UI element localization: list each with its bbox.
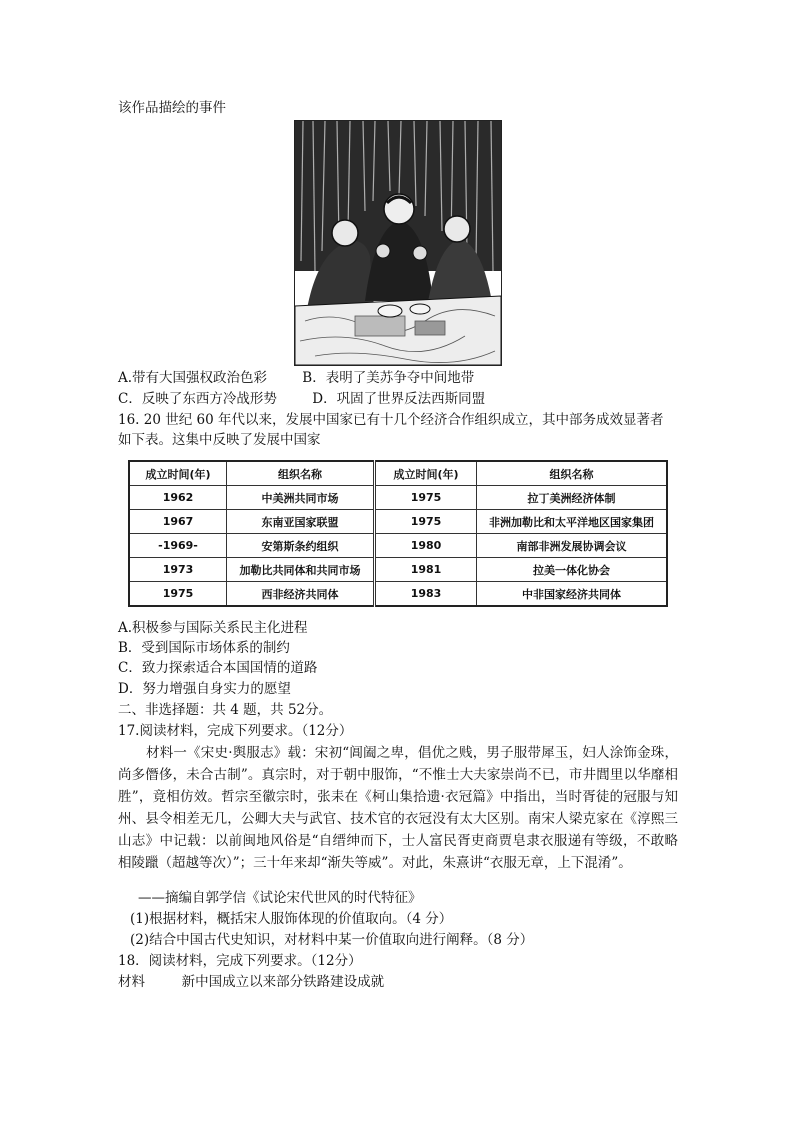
table-row	[129, 582, 667, 607]
table-cell: 南部非洲发展协调会议	[477, 534, 668, 558]
question-intro-text: 该作品描绘的事件	[118, 100, 226, 116]
q16-stem-line1: 16. 20 世纪 60 年代以来，发展中国家已有十几个经济合作组织成立，其中部务成效显著者	[118, 412, 664, 428]
table-cell: 1973	[129, 558, 227, 582]
table-header-cell: 组织名称	[477, 461, 668, 486]
q17-material-paragraph: 材料一《宋史·舆服志》载：宋初“阊阖之卑，倡优之贱，男子服带犀玉，妇人涂饰金珠，尚多僭侈，未合古制”。真宗时，对于朝中服饰，“不惟士大夫家崇尚不已，市井閭里以华靡相胜”，竟相仿效。哲宗至徽宗时，张耒在《柯山集拾遗·衣冠篇》中指出，当时胥徒的冠服与知州、县令相差无几，公卿大夫与武官、技术官的衣冠没有太大区别。南宋人梁克家在《淳熙三山志》中记载：以前闽地风俗是“自缙绅而下，士人富民胥吏商贾皂隶衣服递有等级，不敢略相陵躐（超越等次）”；三十年来却“渐失等威”。对此，朱熹讲“衣服无章，上下混淆”。	[118, 745, 678, 871]
q16-option-b[interactable]: B．受到国际市场体系的制约	[118, 640, 290, 656]
table-header-row	[129, 461, 667, 486]
q17-source: ——摘编自郭学信《试论宋代世风的时代特征》	[138, 890, 422, 906]
q17-subquestion-2: (2)结合中国古代史知识，对材料中某一价值取向进行阐释。（8 分）	[130, 932, 534, 948]
table-cell: 东南亚国家联盟	[227, 510, 375, 534]
table-row	[129, 486, 667, 510]
table-cell: 中非国家经济共同体	[477, 582, 668, 607]
table-cell: 安第斯条约组织	[227, 534, 375, 558]
q17-stem: 17.阅读材料，完成下列要求。（12分）	[118, 723, 353, 739]
table-cell: 1975	[129, 582, 227, 607]
table-cell: 1962	[129, 486, 227, 510]
q15-options-row1	[118, 368, 474, 388]
q18-material-title: 新中国成立以来部分铁路建设成就	[181, 974, 385, 990]
illustration-drawing-icon	[295, 121, 501, 365]
q18-stem: 18．阅读材料，完成下列要求。（12分）	[118, 953, 362, 969]
table-cell: 非洲加勒比和太平洋地区国家集团	[477, 510, 668, 534]
organizations-table	[128, 460, 668, 607]
section-heading: 二、非选择题：共 4 题，共 52分。	[118, 702, 333, 718]
q15-option-c[interactable]: C．反映了东西方冷战形势	[118, 391, 277, 407]
table-header-cell: 成立时间(年)	[375, 461, 477, 486]
table-cell: 1980	[375, 534, 477, 558]
table-cell: 1981	[375, 558, 477, 582]
table-header-cell: 成立时间(年)	[129, 461, 227, 486]
table-cell: 加勒比共同体和共同市场	[227, 558, 375, 582]
q15-options-row2	[118, 389, 485, 409]
q16-stem-line2: 如下表。这集中反映了发展中国家	[118, 432, 321, 448]
q18-material-line	[118, 972, 384, 992]
cold-war-leaders-map-illustration	[294, 120, 502, 366]
q16-option-c[interactable]: C．致力探索适合本国国情的道路	[118, 660, 318, 676]
table-row	[129, 558, 667, 582]
table-cell: 西非经济共同体	[227, 582, 375, 607]
table-cell: 1967	[129, 510, 227, 534]
q15-option-a[interactable]: A.带有大国强权政治色彩	[118, 370, 268, 386]
table-cell: 拉美一体化协会	[477, 558, 668, 582]
q17-subquestion-1: (1)根据材料，概括宋人服饰体现的价值取向。（4 分）	[130, 911, 453, 927]
table-header-cell: 组织名称	[227, 461, 375, 486]
q15-option-d[interactable]: D．巩固了世界反法西斯同盟	[312, 391, 486, 407]
table-cell: 1975	[375, 510, 477, 534]
table-row	[129, 510, 667, 534]
q16-option-d[interactable]: D．努力增强自身实力的愿望	[118, 681, 291, 697]
table-cell: 1983	[375, 582, 477, 607]
table-cell: 1975	[375, 486, 477, 510]
table-cell: 中美洲共同市场	[227, 486, 375, 510]
table-cell: -1969-	[129, 534, 227, 558]
table-cell: 拉丁美洲经济体制	[477, 486, 668, 510]
q15-option-b[interactable]: B．表明了美苏争夺中间地带	[302, 370, 475, 386]
q18-material-label: 材料	[118, 974, 145, 990]
q16-option-a[interactable]: A.积极参与国际关系民主化进程	[118, 620, 308, 636]
table-row	[129, 534, 667, 558]
